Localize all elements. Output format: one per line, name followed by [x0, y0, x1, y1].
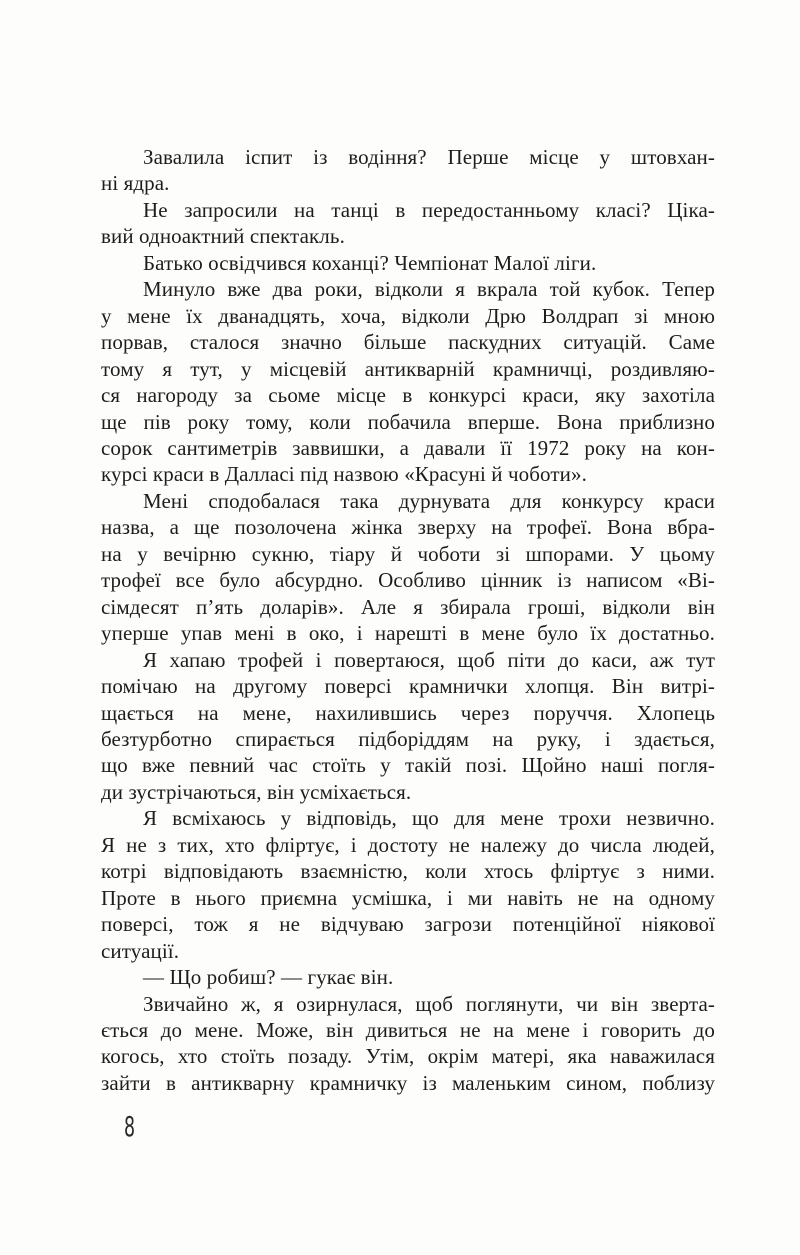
text-line-8: порвав, сталося значно більше паскудних ситуацій. Саме — [101, 330, 715, 355]
text-line-35: когось, хто стоїть позаду. Утім, окрім матері, яка наважилася — [101, 1044, 715, 1069]
text-line-26: Я всміхаюсь у відповідь, що для мене трохи незвично. — [143, 806, 715, 831]
text-line-5: Батько освідчився коханці? Чемпіонат Малої ліги. — [143, 250, 597, 275]
text-line-18: сімдесят п’ять доларів». Але я збирала гроші, відколи він — [101, 594, 715, 619]
text-line-10: ся нагороду за сьоме місце в конкурсі краси, яку захотіла — [101, 383, 715, 408]
text-line-4: вий одноактний спектакль. — [101, 224, 345, 249]
text-line-15: назва, а ще позолочена жінка зверху на трофеї. Вона вбра- — [101, 515, 715, 540]
text-line-32: — Що робиш? — гукає він. — [143, 965, 394, 990]
text-line-23: безтурботно спирається підборіддям на руку, і здається, — [101, 726, 715, 751]
text-line-25: ди зустрічаються, він усміхається. — [101, 779, 412, 804]
text-line-33: Звичайно ж, я озирнулася, щоб поглянути, чи він зверта- — [143, 991, 715, 1016]
text-line-1: Завалила іспит із водіння? Перше місце у штовхан- — [143, 145, 715, 169]
text-line-36: зайти в антикварну крамничку із маленьким сином, поблизу — [101, 1070, 715, 1095]
page-number: 8 — [124, 1110, 136, 1143]
text-line-7: у мене їх дванадцять, хоча, відколи Дрю Волдрап зі мною — [101, 303, 715, 328]
text-line-14: Мені сподобалася така дурнувата для конкурсу краси — [143, 488, 715, 513]
text-line-11: ще пів року тому, коли побачила вперше. Вона приблизно — [101, 409, 715, 434]
text-line-31: ситуації. — [101, 938, 180, 963]
text-line-6: Минуло вже два роки, відколи я вкрала той кубок. Тепер — [143, 277, 715, 302]
text-line-28: котрі відповідають взаємністю, коли хтось фліртує з ними. — [101, 859, 715, 884]
text-line-34: ється до мене. Може, він дивиться не на мене і говорить до — [101, 1017, 715, 1042]
text-line-29: Проте в нього приємна усмішка, і ми навіть не на одному — [101, 885, 715, 910]
body-text — [101, 144, 715, 1096]
text-line-24: що вже певний час стоїть у такій позі. Щойно наші погля- — [101, 753, 715, 778]
text-line-16: на у вечірню сукню, тіару й чоботи зі шпорами. У цьому — [101, 541, 715, 566]
text-line-21: помічаю на другому поверсі крамнички хлопця. Він витрі- — [101, 674, 715, 699]
text-line-27: Я не з тих, хто фліртує, і достоту не належу до числа людей, — [101, 832, 715, 857]
text-line-2: ні ядра. — [101, 171, 170, 196]
text-line-3: Не запросили на танці в передостанньому класі? Ціка- — [143, 197, 715, 222]
text-line-9: тому я тут, у місцевій антикварній крамничці, роздивляю- — [101, 356, 715, 381]
text-line-22: щається на мене, нахилившись через поруччя. Хлопець — [101, 700, 715, 725]
text-line-17: трофеї все було абсурдно. Особливо цінник із написом «Ві- — [101, 568, 715, 593]
text-line-20: Я хапаю трофей і повертаюся, щоб піти до каси, аж тут — [143, 647, 715, 672]
text-line-13: курсі краси в Далласі під назвою «Красуні й чоботи». — [101, 462, 587, 487]
text-line-12: сорок сантиметрів заввишки, а давали її 1972 року на кон- — [101, 435, 715, 460]
text-line-30: поверсі, тож я не відчуваю загрози потенційної ніякової — [101, 912, 715, 937]
text-line-19: уперше упав мені в око, і нарешті в мене було їх достатньо. — [101, 621, 715, 646]
